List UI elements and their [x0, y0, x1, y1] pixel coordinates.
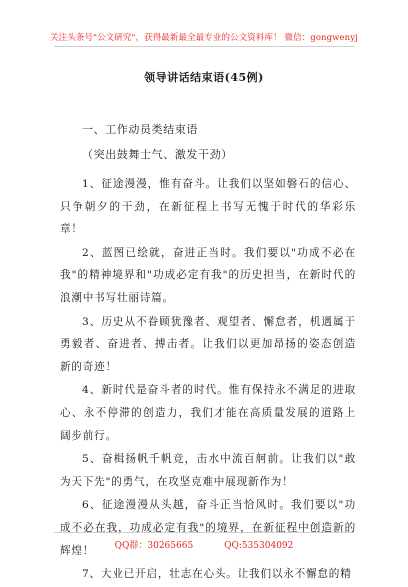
footer-qq-number: QQ:535304092 — [224, 541, 294, 551]
section-heading: 一、工作动员类结束语 — [82, 123, 198, 136]
footer-divider — [54, 532, 354, 533]
paragraph: 7、大业已开启，壮志在心头。让我们以永不懈怠的精 — [82, 568, 352, 581]
header-divider — [54, 46, 354, 47]
paragraph: 1、征途漫漫，惟有奋斗。让我们以坚如磐石的信心、只争朝夕的干劲，在新征程上书写无愧于时代的华彩乐章！ — [60, 178, 356, 236]
footer — [0, 538, 408, 551]
paragraph: 4、新时代是奋斗者的时代。惟有保持永不满足的进取心、永不停滞的创造力，我们才能在高质量发展的道路上阔步前行。 — [60, 384, 356, 442]
document-title: 领导讲话结束语(45例) — [144, 71, 264, 84]
paragraph: 6、征途漫漫从头越，奋斗正当恰风时。我们要以"功成不必在我，功成必定有我"的境界，在新征程中创造新的辉煌！ — [60, 499, 356, 557]
paragraph-list — [60, 173, 356, 587]
header-banner: 关注头条号"公文研究"，获得最新最全最专业的公文资料库！ 微信：gongwenyj — [50, 33, 358, 43]
footer-qq-group: QQ群：30265665 — [114, 541, 194, 551]
paragraph: 5、奋楫扬帆千帆竞，击水中流百舸前。让我们以"敢为天下先"的勇气，在攻坚克难中展现新作为！ — [60, 453, 356, 488]
paragraph: 2、蓝图已绘就，奋进正当时。我们要以"功成不必在我"的精神境界和"功成必定有我"的历史担当，在新时代的浪潮中书写壮丽诗篇。 — [60, 246, 356, 304]
sub-heading: （突出鼓舞士气、激发干劲） — [82, 148, 233, 161]
paragraph: 3、历史从不眷顾犹豫者、观望者、懈怠者，机遇属于勇毅者、奋进者、搏击者。让我们以更加昂扬的姿态创造新的奇迹！ — [60, 315, 356, 373]
